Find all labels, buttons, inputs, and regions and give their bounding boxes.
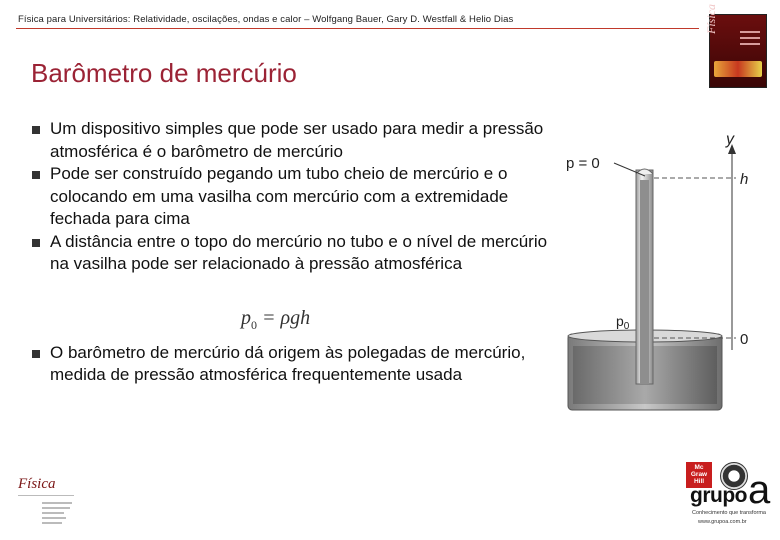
grupo-a-url: www.grupoa.com.br [698,519,747,525]
top-pressure-label: p = 0 [566,155,600,172]
bullet-item [30,118,560,163]
bullet-square-icon [32,171,40,179]
book-cover-title: Física [704,4,718,34]
bullet-text: Um dispositivo simples que pode ser usado para medir a pressão atmosférica é o barômetro de mercúrio [50,119,544,161]
header-divider [16,28,699,29]
base-pressure-symbol: p [616,313,624,329]
bullet-text: Pode ser construído pegando um tubo cheio de mercúrio e o colocando em uma vasilha com mercúrio com a extremidade fechada para cima [50,164,509,228]
slide-title: Barômetro de mercúrio [31,58,297,88]
footer-publisher-logos [686,462,776,534]
cover-decoration [740,37,760,39]
footer-book-logo [16,476,86,526]
header-citation: Física para Universitários: Relatividade, oscilações, ondas e calor – Wolfgang Bauer, Gary D. Westfall & Helio Dias [18,14,514,25]
formula-rhs: = ρgh [257,307,311,329]
footer-book-title: Física [18,476,56,492]
cover-decoration [740,31,760,33]
zero-label: 0 [740,331,749,348]
cover-decoration [740,43,760,45]
cover-band [714,61,762,77]
bullet-square-icon [32,350,40,358]
grupo-a-wordmark: grupo [690,484,747,507]
base-pressure-subscript: 0 [623,321,630,332]
footer-book-line [42,507,70,509]
bullet-square-icon [32,239,40,247]
footer-book-rule [18,495,74,496]
bullet-list [30,118,560,387]
footer-book-line [42,522,62,524]
footer-book-line [42,512,64,514]
tube-mercury-column [640,180,649,384]
bullet-text: O barômetro de mercúrio dá origem às polegadas de mercúrio, medida de pressão atmosférica frequentemente usada [50,342,526,384]
mcgraw-hill-logo: Mc Graw Hill [686,462,712,488]
bullet-text: A distância entre o topo do mercúrio no tubo e o nível de mercúrio na vasilha pode ser relacionado à pressão atmosférica [50,231,548,273]
base-pressure-label [616,313,630,332]
bullet-item [30,342,560,387]
bullet-square-icon [32,126,40,134]
pressure-formula [241,307,310,333]
height-label: h [740,171,749,188]
footer-book-line [42,502,72,504]
formula-lhs-subscript: 0 [251,318,257,332]
book-cover-image [704,4,767,88]
footer-book-line [42,517,66,519]
formula-lhs: p [241,307,251,329]
y-axis-label: y [726,131,734,148]
grupo-a-letter: a [748,468,771,512]
barometer-diagram [556,128,780,418]
bullet-item [30,163,560,231]
grupo-a-tagline: Conhecimento que transforma [692,510,766,516]
bullet-item [30,231,560,276]
